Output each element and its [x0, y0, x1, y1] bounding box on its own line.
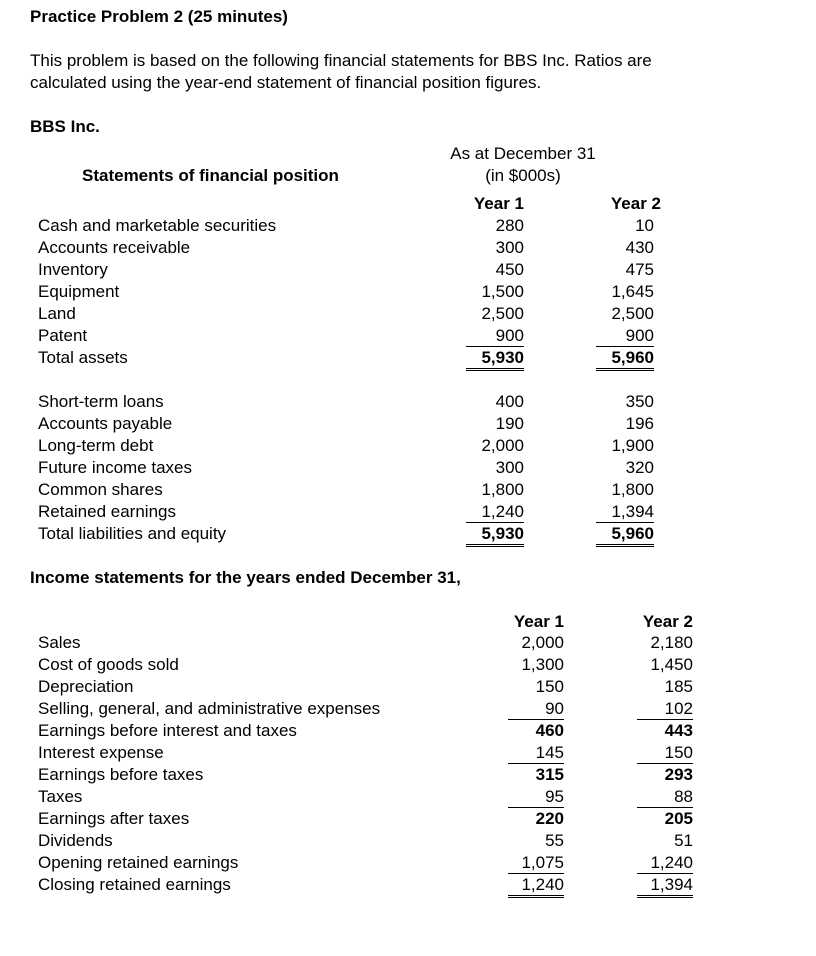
is-row-y1: 145 — [508, 743, 564, 764]
is-row-y2: 205 — [664, 809, 693, 828]
bs-row-y2: 196 — [625, 414, 654, 433]
bs-row-y2: 475 — [625, 260, 654, 279]
is-row-label: Selling, general, and administrative expenses — [38, 699, 381, 718]
bs-row-y2: 430 — [625, 238, 654, 257]
is-col-year1: Year 1 — [513, 612, 564, 631]
is-row-label: Earnings before taxes — [38, 765, 204, 784]
bs-col-year2: Year 2 — [610, 194, 661, 213]
is-row-y1: 2,000 — [521, 633, 564, 652]
is-row-y2: 443 — [664, 721, 693, 740]
is-row-y1: 90 — [508, 699, 564, 720]
is-row-y1: 220 — [535, 809, 564, 828]
is-row-y1: 95 — [508, 787, 564, 808]
bs-row-y1: 450 — [495, 260, 524, 279]
bs-row-y2: 1,394 — [596, 502, 654, 523]
intro-line-2: calculated using the year-end statement of financial position figures. — [30, 73, 542, 92]
bs-total-y1: 5,930 — [466, 348, 524, 371]
is-row-label: Opening retained earnings — [38, 853, 239, 872]
is-row-y1: 1,075 — [508, 853, 564, 874]
bs-row-label: Land — [38, 304, 76, 323]
is-row-label: Closing retained earnings — [38, 875, 231, 894]
bs-row-label: Accounts payable — [38, 414, 173, 433]
bs-col-year1: Year 1 — [473, 194, 524, 213]
is-row-y1: 1,240 — [508, 875, 564, 898]
bs-row-y1: 2,500 — [481, 304, 524, 323]
bs-row-label: Inventory — [38, 260, 108, 279]
is-row-label: Earnings before interest and taxes — [38, 721, 297, 740]
bs-row-label: Accounts receivable — [38, 238, 191, 257]
bs-row-label: Total liabilities and equity — [38, 524, 227, 543]
balance-sheet-title: Statements of financial position — [82, 166, 339, 185]
is-row-y1: 460 — [535, 721, 564, 740]
is-row-y1: 55 — [545, 831, 564, 850]
bs-row-y1: 190 — [495, 414, 524, 433]
is-row-y1: 150 — [535, 677, 564, 696]
bs-row-y2: 10 — [635, 216, 654, 235]
problem-heading: Practice Problem 2 (25 minutes) — [30, 7, 288, 26]
is-row-y2: 185 — [664, 677, 693, 696]
is-row-y2: 1,394 — [637, 875, 693, 898]
bs-row-label: Total assets — [38, 348, 128, 367]
bs-row-label: Common shares — [38, 480, 163, 499]
bs-row-y2: 1,645 — [611, 282, 654, 301]
bs-row-label: Retained earnings — [38, 502, 176, 521]
as-at-date: As at December 31 — [450, 144, 596, 163]
is-row-y1: 315 — [535, 765, 564, 784]
bs-total-y1: 5,930 — [466, 524, 524, 547]
is-row-label: Sales — [38, 633, 81, 652]
bs-row-y1: 900 — [466, 326, 524, 347]
is-row-label: Depreciation — [38, 677, 134, 696]
is-row-y2: 2,180 — [650, 633, 693, 652]
is-col-year2: Year 2 — [642, 612, 693, 631]
is-row-y1: 1,300 — [521, 655, 564, 674]
bs-row-y2: 900 — [596, 326, 654, 347]
is-row-y2: 293 — [664, 765, 693, 784]
bs-row-label: Cash and marketable securities — [38, 216, 277, 235]
bs-total-y2: 5,960 — [596, 524, 654, 547]
is-row-label: Dividends — [38, 831, 113, 850]
bs-row-y1: 300 — [495, 458, 524, 477]
bs-row-label: Long-term debt — [38, 436, 154, 455]
is-row-y2: 150 — [637, 743, 693, 764]
intro-line-1: This problem is based on the following financial statements for BBS Inc. Ratios are — [30, 51, 652, 70]
bs-row-y2: 1,900 — [611, 436, 654, 455]
bs-row-y1: 280 — [495, 216, 524, 235]
bs-row-label: Short-term loans — [38, 392, 164, 411]
is-row-label: Interest expense — [38, 743, 164, 762]
bs-row-y1: 400 — [495, 392, 524, 411]
bs-row-y1: 2,000 — [481, 436, 524, 455]
bs-row-label: Equipment — [38, 282, 120, 301]
is-row-label: Earnings after taxes — [38, 809, 190, 828]
bs-row-y1: 1,500 — [481, 282, 524, 301]
bs-row-label: Patent — [38, 326, 88, 345]
is-row-y2: 88 — [637, 787, 693, 808]
bs-row-y2: 320 — [625, 458, 654, 477]
is-row-label: Cost of goods sold — [38, 655, 179, 674]
is-row-y2: 102 — [637, 699, 693, 720]
bs-total-y2: 5,960 — [596, 348, 654, 371]
bs-row-y2: 350 — [625, 392, 654, 411]
bs-row-y1: 300 — [495, 238, 524, 257]
units-label: (in $000s) — [485, 166, 561, 185]
bs-row-y1: 1,800 — [481, 480, 524, 499]
bs-row-label: Future income taxes — [38, 458, 193, 477]
is-row-y2: 1,450 — [650, 655, 693, 674]
company-name: BBS Inc. — [30, 117, 100, 136]
bs-row-y2: 1,800 — [611, 480, 654, 499]
income-statement-title: Income statements for the years ended December 31, — [30, 568, 461, 587]
is-row-y2: 1,240 — [637, 853, 693, 874]
is-row-label: Taxes — [38, 787, 83, 806]
is-row-y2: 51 — [674, 831, 693, 850]
bs-row-y1: 1,240 — [466, 502, 524, 523]
bs-row-y2: 2,500 — [611, 304, 654, 323]
